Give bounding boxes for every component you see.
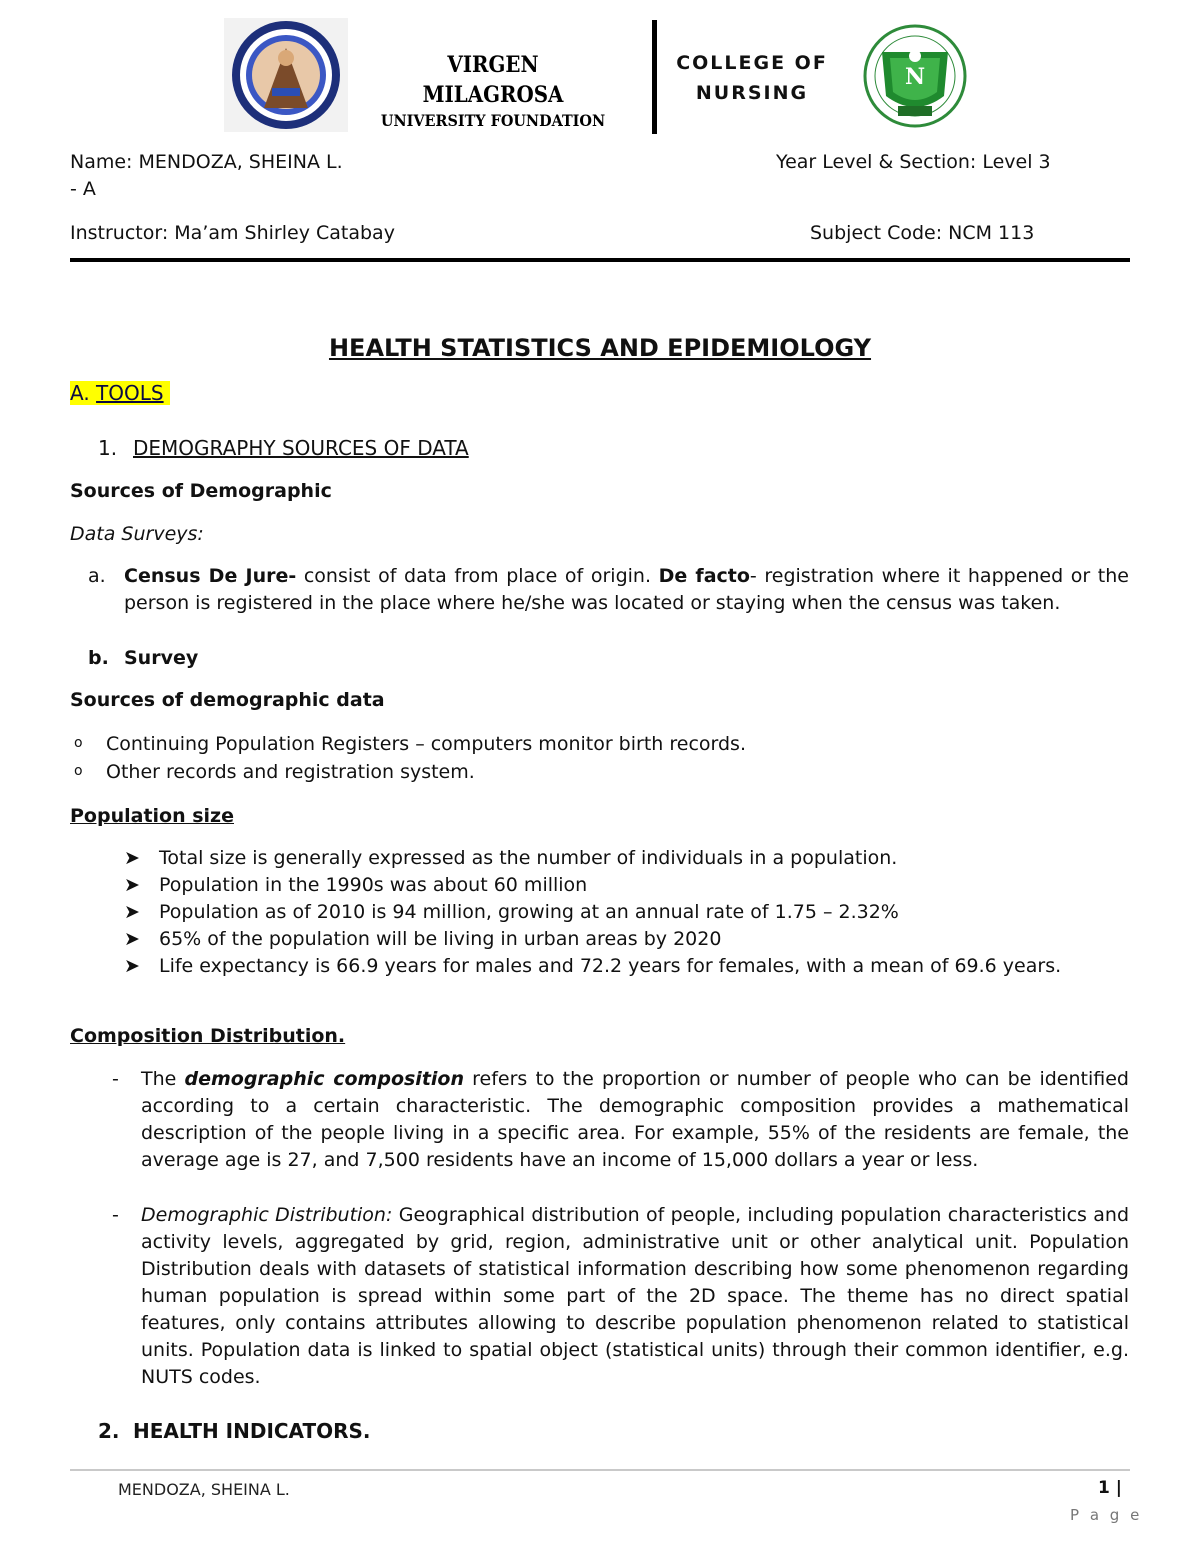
item-a-census: [124, 563, 1129, 617]
subject-code: Subject Code: NCM 113: [810, 222, 1035, 244]
section-a-heading: [70, 381, 170, 405]
dash-bullet-icon: -: [112, 1068, 119, 1090]
section-a-label: TOOLS: [96, 381, 164, 405]
dash-bullet-icon: -: [112, 1204, 119, 1226]
health-indicators-number: 2.: [98, 1419, 120, 1443]
item-b-survey: Survey: [124, 647, 199, 669]
sources-demographic-heading: Sources of Demographic: [70, 480, 332, 502]
census-de-jure-text: consist of data from place of origin.: [296, 565, 659, 587]
svg-text:N: N: [904, 64, 926, 90]
university-name-line2: UNIVERSITY FOUNDATION: [380, 111, 606, 130]
population-item: Total size is generally expressed as the number of individuals in a population.: [159, 847, 898, 869]
de-facto-text: - registration where it happened or the person is registered in the place where he/she was located or staying when the census was taken.: [124, 565, 1129, 614]
header-divider: [652, 20, 657, 134]
footer-rule: [70, 1469, 1130, 1471]
demography-number: 1.: [98, 436, 118, 460]
student-name: Name: MENDOZA, SHEINA L.: [70, 151, 343, 173]
page-number: 1 |: [1098, 1478, 1122, 1498]
arrow-bullet-icon: ➤: [124, 901, 140, 923]
demographic-distribution-term: Demographic Distribution:: [141, 1204, 393, 1226]
section-a-letter: A.: [70, 381, 90, 405]
composition-p2-text: Geographical distribution of people, including population characteristics and activity levels, aggregated by grid, region, administrative unit or other analytical unit. Population Distribution deals with datasets of statistical information describing how some phenomenon regarding human population is spread within some part of the 2D space. The theme has no direct spatial features, only contains attributes allowing to describe population phenomenon related to statistical units. Population data is linked to spatial object (statistical units) through their common identifier, e.g. NUTS codes.: [141, 1204, 1130, 1388]
section-a-highlight: [70, 381, 170, 405]
page-label: P a g e: [1070, 1506, 1143, 1524]
demographic-composition-term: demographic composition: [184, 1068, 464, 1090]
population-size-heading: Population size: [70, 805, 234, 827]
section-suffix: - A: [70, 178, 96, 200]
footer-author: MENDOZA, SHEINA L.: [118, 1480, 290, 1499]
arrow-bullet-icon: ➤: [124, 847, 140, 869]
arrow-bullet-icon: ➤: [124, 928, 140, 950]
population-item: Life expectancy is 66.9 years for males and 72.2 years for females, with a mean of 69.6 years.: [159, 955, 1062, 977]
composition-p1-pre: The: [141, 1068, 185, 1090]
college-name-line1: COLLEGE OF: [676, 52, 828, 74]
composition-paragraph-2: [141, 1202, 1129, 1391]
composition-p1-text: refers to the proportion or number of people who can be identified according to a certain characteristic. The demographic composition provides a mathematical description of the people living in a specific area. For example, 55% of the residents are female, the average age is 27, and 7,500 residents have an income of 15,000 dollars a year or less.: [141, 1068, 1129, 1171]
college-nursing-seal-logo: [860, 22, 970, 134]
year-level-section: Year Level & Section: Level 3: [776, 151, 1051, 173]
demography-heading: DEMOGRAPHY SOURCES OF DATA: [133, 436, 469, 460]
health-indicators-heading: HEALTH INDICATORS.: [133, 1419, 371, 1443]
arrow-bullet-icon: ➤: [124, 874, 140, 896]
instructor: Instructor: Ma’am Shirley Catabay: [70, 222, 395, 244]
composition-paragraph-1: [141, 1066, 1129, 1174]
college-name-line2: NURSING: [695, 82, 809, 104]
data-surveys-label: Data Surveys:: [70, 523, 204, 545]
header-rule: [70, 258, 1130, 262]
sources-list-item: Other records and registration system.: [106, 761, 475, 783]
university-name-line1: VIRGEN MILAGROSA: [422, 52, 564, 108]
circle-bullet-icon: o: [74, 763, 83, 779]
sources-list-item: Continuing Population Registers – computers monitor birth records.: [106, 733, 746, 755]
circle-bullet-icon: o: [74, 735, 83, 751]
university-seal-logo: [224, 18, 348, 132]
arrow-bullet-icon: ➤: [124, 955, 140, 977]
census-de-jure-term: Census De Jure-: [124, 565, 297, 587]
population-item: Population as of 2010 is 94 million, growing at an annual rate of 1.75 – 2.32%: [159, 901, 899, 923]
college-name: [670, 48, 834, 108]
university-name: [362, 50, 624, 132]
population-item: Population in the 1990s was about 60 million: [159, 874, 588, 896]
item-a-marker: a.: [88, 565, 106, 587]
population-item: 65% of the population will be living in urban areas by 2020: [159, 928, 722, 950]
page-title: HEALTH STATISTICS AND EPIDEMIOLOGY: [328, 334, 872, 362]
composition-heading: Composition Distribution.: [70, 1025, 346, 1047]
de-facto-term: De facto: [658, 565, 750, 587]
sources-data-heading: Sources of demographic data: [70, 689, 385, 711]
item-b-marker: b.: [88, 647, 109, 669]
